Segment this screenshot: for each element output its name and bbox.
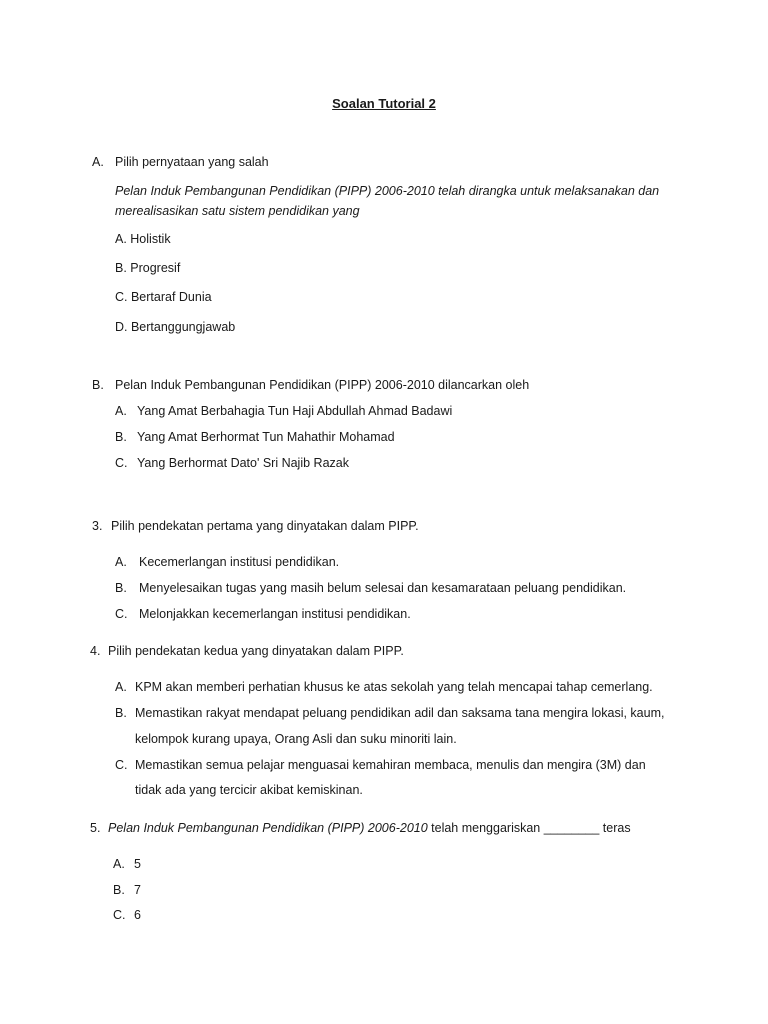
question-4-option-text-continued: kelompok kurang upaya, Orang Asli dan suku minoriti lain. bbox=[135, 732, 457, 746]
question-b-option-label: B. bbox=[115, 430, 127, 444]
question-5-option-label: A. bbox=[113, 857, 125, 871]
question-b-marker: B. bbox=[92, 378, 104, 392]
question-a-marker: A. bbox=[92, 155, 104, 169]
question-a-option: C. Bertaraf Dunia bbox=[115, 290, 212, 304]
question-3-stem: Pilih pendekatan pertama yang dinyatakan dalam PIPP. bbox=[111, 519, 419, 533]
question-3-marker: 3. bbox=[92, 519, 103, 533]
question-5-option-label: B. bbox=[113, 883, 125, 897]
question-5-marker: 5. bbox=[90, 821, 101, 835]
question-a-option: A. Holistik bbox=[115, 232, 171, 246]
question-a-stem: Pilih pernyataan yang salah bbox=[115, 155, 269, 169]
question-5-option-text: 6 bbox=[134, 908, 141, 922]
question-5-stem-rest: telah menggariskan ________ teras bbox=[431, 821, 631, 835]
page-title: Soalan Tutorial 2 bbox=[332, 96, 436, 111]
question-4-option-text-continued: tidak ada yang tercicir akibat kemiskinan. bbox=[135, 783, 363, 797]
question-4-option-label: C. bbox=[115, 758, 128, 772]
question-a-passage-line2: merealisasikan satu sistem pendidikan yang bbox=[115, 204, 360, 218]
question-3-option-text: Kecemerlangan institusi pendidikan. bbox=[139, 555, 340, 569]
question-a-option: D. Bertanggungjawab bbox=[115, 320, 236, 334]
question-4-marker: 4. bbox=[90, 644, 101, 658]
question-5-option-text: 5 bbox=[134, 857, 141, 871]
question-b-option-label: A. bbox=[115, 404, 127, 418]
question-b-stem: Pelan Induk Pembangunan Pendidikan (PIPP) 2006-2010 dilancarkan oleh bbox=[115, 378, 530, 392]
question-3-option-text: Menyelesaikan tugas yang masih belum selesai dan kesamarataan peluang pendidikan. bbox=[139, 581, 627, 595]
question-a-option: B. Progresif bbox=[115, 261, 181, 275]
question-3-option-text: Melonjakkan kecemerlangan institusi pendidikan. bbox=[139, 607, 411, 621]
question-4-option-text: Memastikan semua pelajar menguasai kemahiran membaca, menulis dan mengira (3M) dan bbox=[135, 758, 646, 772]
question-b-option-text: Yang Amat Berhormat Tun Mahathir Mohamad bbox=[137, 430, 395, 444]
question-5-stem-italic: Pelan Induk Pembangunan Pendidikan (PIPP) 2006-2010 bbox=[108, 821, 428, 835]
question-4-option-text: Memastikan rakyat mendapat peluang pendidikan adil dan saksama tana mengira lokasi, kaum, bbox=[135, 706, 665, 720]
question-5-option-text: 7 bbox=[134, 883, 141, 897]
question-b-option-text: Yang Berhormat Dato' Sri Najib Razak bbox=[137, 456, 349, 470]
question-5-option-label: C. bbox=[113, 908, 126, 922]
question-b-option-text: Yang Amat Berbahagia Tun Haji Abdullah Ahmad Badawi bbox=[137, 404, 453, 418]
question-3-option-label: B. bbox=[115, 581, 127, 595]
question-3-option-label: A. bbox=[115, 555, 127, 569]
question-3-option-label: C. bbox=[115, 607, 128, 621]
question-4-option-text: KPM akan memberi perhatian khusus ke atas sekolah yang telah mencapai tahap cemerlang. bbox=[135, 680, 653, 694]
question-4-option-label: A. bbox=[115, 680, 127, 694]
question-4-option-label: B. bbox=[115, 706, 127, 720]
question-a-passage-line1: Pelan Induk Pembangunan Pendidikan (PIPP) 2006-2010 telah dirangka untuk melaksanakan dan bbox=[115, 184, 660, 198]
question-4-stem: Pilih pendekatan kedua yang dinyatakan dalam PIPP. bbox=[108, 644, 404, 658]
question-5-stem bbox=[108, 821, 631, 837]
question-b-option-label: C. bbox=[115, 456, 128, 470]
